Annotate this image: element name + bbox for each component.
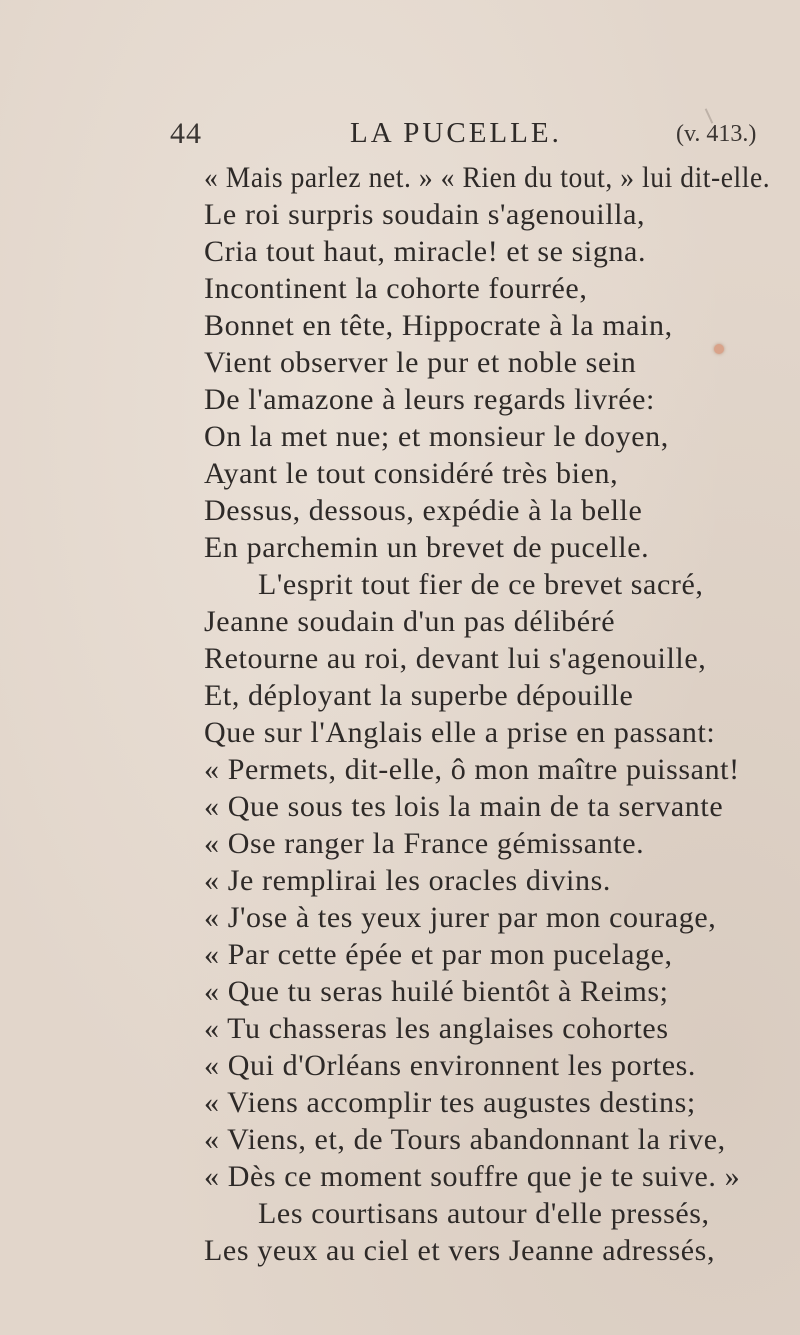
verse-line: Ayant le tout considéré très bien, xyxy=(204,457,619,490)
verse-line: « Permets, dit-elle, ô mon maître puissant! xyxy=(204,753,740,786)
page-header xyxy=(0,117,800,157)
verse-line: Incontinent la cohorte fourrée, xyxy=(204,272,588,305)
verse-line: « Je remplirai les oracles divins. xyxy=(204,864,611,897)
verse-line: Bonnet en tête, Hippocrate à la main, xyxy=(204,309,673,342)
paper-stain xyxy=(714,344,724,354)
verse-line: « Par cette épée et par mon pucelage, xyxy=(204,938,673,971)
verse-line: On la met nue; et monsieur le doyen, xyxy=(204,420,669,453)
verse-line: En parchemin un brevet de pucelle. xyxy=(204,531,650,564)
verse-line: « Qui d'Orléans environnent les portes. xyxy=(204,1049,697,1082)
verse-line: « Ose ranger la France gémissante. xyxy=(204,827,645,860)
verse-line: Les yeux au ciel et vers Jeanne adressés, xyxy=(204,1234,716,1267)
verse-line: Vient observer le pur et noble sein xyxy=(204,346,637,379)
verse-line: « Mais parlez net. » « Rien du tout, » lui dit-elle. xyxy=(204,161,771,194)
verse-line: Retourne au roi, devant lui s'agenouille, xyxy=(204,642,707,675)
verse-line: Dessus, dessous, expédie à la belle xyxy=(204,494,643,527)
verse-line: Que sur l'Anglais elle a prise en passant: xyxy=(204,716,716,749)
verse-line: « Que tu seras huilé bientôt à Reims; xyxy=(204,975,669,1008)
verse-line: Et, déployant la superbe dépouille xyxy=(204,679,634,712)
running-title: LA PUCELLE. xyxy=(350,117,562,149)
verse-line: Les courtisans autour d'elle pressés, xyxy=(258,1197,710,1230)
verse-line: De l'amazone à leurs regards livrée: xyxy=(204,383,655,416)
verse-reference: (v. 413.) xyxy=(676,121,757,147)
verse-line: Cria tout haut, miracle! et se signa. xyxy=(204,235,647,268)
verse-line: « J'ose à tes yeux jurer par mon courage, xyxy=(204,901,717,934)
verse-line: « Dès ce moment souffre que je te suive. » xyxy=(204,1160,741,1193)
verse-line: Le roi surpris soudain s'agenouilla, xyxy=(204,198,646,231)
verse-line: « Viens, et, de Tours abandonnant la rive, xyxy=(204,1123,726,1156)
verse-line: « Viens accomplir tes augustes destins; xyxy=(204,1086,696,1119)
verse-line: Jeanne soudain d'un pas délibéré xyxy=(204,605,616,638)
verse-line: « Tu chasseras les anglaises cohortes xyxy=(204,1012,669,1045)
verse-line: L'esprit tout fier de ce brevet sacré, xyxy=(258,568,704,601)
page-number: 44 xyxy=(170,117,202,150)
verse-line: « Que sous tes lois la main de ta servante xyxy=(204,790,724,823)
